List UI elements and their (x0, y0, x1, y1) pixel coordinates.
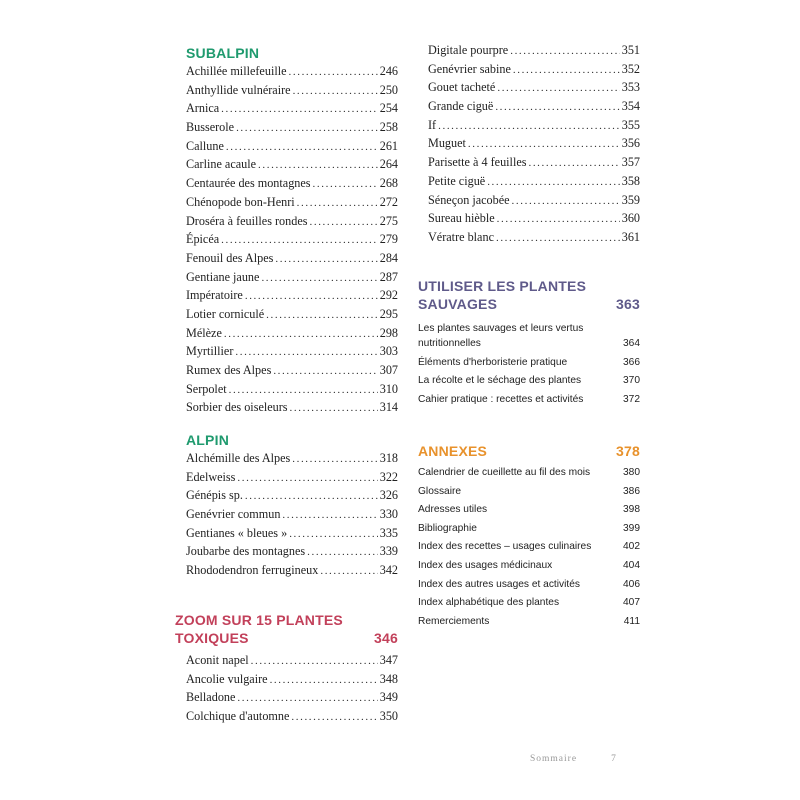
subalpin-list (186, 62, 398, 417)
toc-entry[interactable]: Petite ciguë ..... 358 (428, 172, 640, 191)
toc-entry[interactable]: Index des usages médicinaux 404 (418, 559, 640, 571)
toc-entry[interactable]: Aconit napel ..... 347 (186, 651, 398, 670)
leader-dots (496, 229, 620, 248)
toc-entry[interactable]: Adresses utiles 398 (418, 504, 640, 516)
toc-entry[interactable]: Arnica ..... 254 (186, 99, 398, 118)
toc-entry[interactable]: Bibliographie 399 (418, 522, 640, 534)
leader-dots (528, 154, 619, 173)
toc-entry[interactable]: Parisette à 4 feuilles ..... 357 (428, 153, 640, 172)
leader-dots (289, 525, 378, 544)
toc-entry[interactable]: Vératre blanc ..... 361 (428, 228, 640, 247)
alpin-list (186, 449, 398, 580)
section-page-utiliser: 363 (616, 296, 640, 312)
toc-entry[interactable]: Sureau hièble ..... 360 (428, 209, 640, 228)
leader-dots (245, 287, 378, 306)
toc-entry[interactable]: Myrtillier ..... 303 (186, 342, 398, 361)
leader-dots (224, 325, 378, 344)
annexes-list (418, 465, 640, 629)
section-page-toxiques: 346 (374, 630, 398, 646)
toc-entry[interactable]: Chénopode bon-Henri ..... 272 (186, 193, 398, 212)
leader-dots (275, 250, 377, 269)
leader-dots (258, 156, 378, 175)
utiliser-list (418, 321, 640, 407)
leader-dots (497, 210, 620, 229)
leader-dots (229, 381, 378, 400)
section-title-utiliser-line1: UTILISER LES PLANTES (418, 278, 587, 294)
toc-entry[interactable]: Gentianes « bleues » ..... 335 (186, 524, 398, 543)
toxiques-list-part2 (428, 41, 640, 247)
toc-entry[interactable]: Grande ciguë ..... 354 (428, 97, 640, 116)
toc-entry[interactable]: Sorbier des oiseleurs ..... 314 (186, 398, 398, 417)
section-title-toxiques-line2: TOXIQUES 346 (175, 630, 398, 646)
leader-dots (221, 100, 378, 119)
toc-entry[interactable]: Mélèze ..... 298 (186, 324, 398, 343)
leader-dots (320, 562, 377, 581)
toc-entry[interactable]: Colchique d'automne ..... 350 (186, 707, 398, 726)
toc-entry[interactable]: Droséra à feuilles rondes ..... 275 (186, 212, 398, 231)
toc-entry[interactable]: Callune ..... 261 (186, 137, 398, 156)
section-page-annexes: 378 (616, 443, 640, 459)
toxiques-list-part1 (186, 651, 398, 726)
leader-dots (290, 399, 378, 418)
leader-dots (495, 98, 619, 117)
leader-dots (291, 708, 377, 727)
leader-dots (235, 343, 377, 362)
leader-dots (282, 506, 377, 525)
toc-entry[interactable]: Gentiane jaune ..... 287 (186, 268, 398, 287)
leader-dots (261, 269, 377, 288)
toc-entry[interactable]: Les plantes sauvages et leurs vertus nutritionnelles 364 (418, 323, 640, 349)
section-utiliser (418, 277, 640, 410)
toc-entry[interactable]: Fenouil des Alpes ..... 284 (186, 249, 398, 268)
leader-dots (293, 82, 378, 101)
toc-entry[interactable]: Éléments d'herboristerie pratique 366 (418, 356, 640, 368)
leader-dots (313, 175, 378, 194)
section-toxiques (175, 611, 398, 726)
leader-dots (266, 306, 378, 325)
toc-entry[interactable]: Index des recettes – usages culinaires 402 (418, 541, 640, 553)
toc-entry[interactable]: Muguet ..... 356 (428, 134, 640, 153)
leader-dots (273, 362, 377, 381)
leader-dots (236, 119, 378, 138)
leader-dots (237, 469, 377, 488)
leader-dots (468, 135, 620, 154)
toc-entry[interactable]: Index des autres usages et activités 406 (418, 578, 640, 590)
toc-entry[interactable]: Index alphabétique des plantes 407 (418, 597, 640, 609)
toc-entry[interactable]: Impératoire ..... 292 (186, 286, 398, 305)
section-title-annexes: ANNEXES 378 (418, 443, 640, 459)
toc-entry[interactable]: Edelweiss ..... 322 (186, 468, 398, 487)
toc-entry[interactable]: Digitale pourpre ..... 351 (428, 41, 640, 60)
toc-entry[interactable]: Cahier pratique : recettes et activités 372 (418, 393, 640, 405)
toc-entry[interactable]: Épicéa ..... 279 (186, 230, 398, 249)
section-title-subalpin: SUBALPIN (186, 45, 260, 61)
toc-entry[interactable]: Calendrier de cueillette au fil des mois 380 (418, 467, 640, 478)
leader-dots (245, 487, 378, 506)
section-alpin (186, 431, 398, 580)
toc-entry[interactable]: Belladone ..... 349 (186, 688, 398, 707)
toc-entry[interactable]: Busserole ..... 258 (186, 118, 398, 137)
toc-entry[interactable]: Genévrier sabine ..... 352 (428, 60, 640, 79)
section-title-toxiques-line1: ZOOM SUR 15 PLANTES (175, 612, 343, 628)
section-title-utiliser-line2: SAUVAGES 363 (418, 296, 640, 312)
toc-entry[interactable]: Rumex des Alpes ..... 307 (186, 361, 398, 380)
leader-dots (270, 671, 378, 690)
leader-dots (307, 543, 378, 562)
toc-entry[interactable]: Achillée millefeuille ..... 246 (186, 62, 398, 81)
toc-entry[interactable]: La récolte et le séchage des plantes 370 (418, 375, 640, 387)
leader-dots (289, 63, 378, 82)
leader-dots (292, 450, 377, 469)
footer-label: Sommaire (530, 754, 578, 764)
leader-dots (487, 173, 620, 192)
section-subalpin (186, 44, 398, 417)
leader-dots (512, 192, 620, 211)
toc-entry[interactable]: Genévrier commun ..... 330 (186, 505, 398, 524)
toc-entry[interactable]: Alchémille des Alpes ..... 318 (186, 449, 398, 468)
leader-dots (251, 652, 378, 671)
toc-entry[interactable]: Lotier corniculé ..... 295 (186, 305, 398, 324)
toc-entry[interactable]: Rhododendron ferrugineux ..... 342 (186, 561, 398, 580)
leader-dots (438, 117, 620, 136)
toc-entry[interactable]: Serpolet ..... 310 (186, 380, 398, 399)
leader-dots (497, 79, 619, 98)
toc-entry[interactable]: Remerciements 411 (418, 615, 640, 627)
toc-entry[interactable]: Gouet tacheté ..... 353 (428, 78, 640, 97)
toc-entry[interactable]: Carline acaule ..... 264 (186, 155, 398, 174)
page-number: 7 (611, 754, 616, 764)
section-annexes (418, 442, 640, 632)
leader-dots (510, 42, 620, 61)
toc-entry[interactable]: Glossaire 386 (418, 485, 640, 497)
toc-entry[interactable]: Ancolie vulgaire ..... 348 (186, 670, 398, 689)
toc-entry[interactable]: Centaurée des montagnes ..... 268 (186, 174, 398, 193)
toc-entry[interactable]: Séneçon jacobée ..... 359 (428, 191, 640, 210)
page-footer (530, 754, 616, 764)
leader-dots (297, 194, 378, 213)
leader-dots (237, 689, 377, 708)
leader-dots (226, 138, 378, 157)
section-title-alpin: ALPIN (186, 432, 229, 448)
leader-dots (310, 213, 378, 232)
leader-dots (513, 61, 620, 80)
toc-entry[interactable]: If ..... 355 (428, 116, 640, 135)
toc-entry[interactable]: Génépis sp. ..... 326 (186, 486, 398, 505)
toc-entry[interactable]: Joubarbe des montagnes ..... 339 (186, 542, 398, 561)
leader-dots (221, 231, 378, 250)
toc-entry[interactable]: Anthyllide vulnéraire ..... 250 (186, 81, 398, 100)
